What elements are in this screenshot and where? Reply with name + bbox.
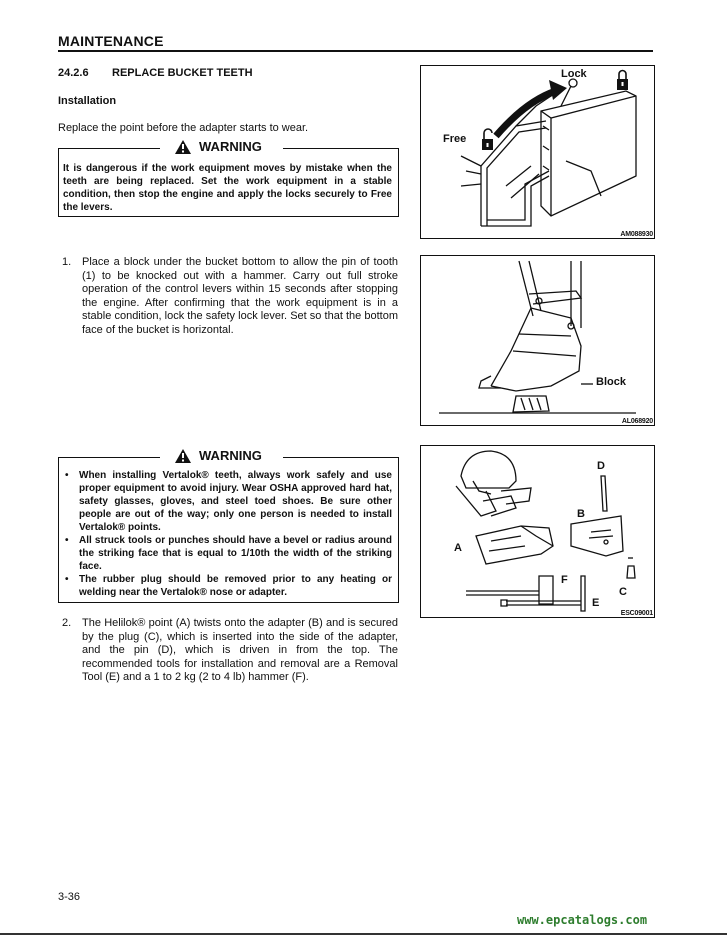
unlocked-padlock-icon — [482, 129, 493, 150]
step-text: Place a block under the bucket bottom to allow the pin of tooth (1) to be knocked out with a hammer. Carry out full stroke operation of the control levers within 15 seconds after stopping the engine. After confirming that the work equipment is in a stable condition, lock the safety lock lever. Set so that the bottom face of the bucket is horizontal. — [82, 256, 398, 336]
section-number: 24.2.6 — [58, 67, 89, 79]
step-2 — [62, 617, 398, 685]
lock-lever-illustration — [421, 66, 654, 238]
bucket-block-illustration — [421, 256, 654, 425]
label-f: F — [561, 574, 568, 586]
label-b: B — [577, 508, 585, 520]
label-a: A — [454, 542, 462, 554]
label-e: E — [592, 597, 600, 609]
figure-helilok-parts — [420, 445, 655, 618]
warning-item: • When installing Vertalok® teeth, always work safely and use proper equipment to avoid injury. Wear OSHA approved hard hat, safety glasses, gloves, and steel toed shoes. Be sure other people are out of the way; only one person is needed to install Vertalok® points. — [63, 469, 392, 534]
figure-code: ESC09001 — [620, 610, 653, 617]
free-label: Free — [443, 133, 467, 145]
warning-list — [63, 469, 392, 599]
step-number: 2. — [62, 617, 72, 629]
figure-code: AL068920 — [621, 418, 653, 425]
step-1 — [62, 256, 398, 337]
locked-padlock-icon — [617, 71, 628, 91]
section-title: REPLACE BUCKET TEETH — [112, 67, 253, 79]
warning-item: • All struck tools or punches should have a bevel or radius around the striking face that is equal to 1/10th the width of the striking face. — [63, 534, 392, 573]
warning-box-1 — [58, 139, 399, 217]
warning-triangle-icon — [175, 140, 191, 154]
figure-bucket-block — [420, 255, 655, 426]
warning-item: • The rubber plug should be removed prior to any heating or welding near the Vertalok® nose or adapter. — [63, 573, 392, 599]
label-c: C — [619, 586, 627, 598]
intro-paragraph: Replace the point before the adapter starts to wear. — [58, 122, 309, 134]
warning-label: WARNING — [175, 448, 262, 463]
warning-text: It is dangerous if the work equipment moves by mistake when the teeth are being replaced. Set the work equipment in a stable condition, then stop the engine and apply the locks securely to Free the levers. — [63, 163, 392, 213]
warning-box-2 — [58, 448, 399, 603]
block-label: Block — [596, 376, 626, 388]
step-text: The Helilok® point (A) twists onto the adapter (B) and is secured by the plug (C), which is inserted into the side of the adapter, and the pin (D), which is driven in from the top. The recommended tools for installation and removal are a Removal Tool (E) and a 1 to 2 kg (2 to 4 lb) hammer (F). — [82, 617, 398, 683]
header-divider — [58, 50, 653, 52]
figure-lock-lever — [420, 65, 655, 239]
section-heading — [58, 67, 253, 79]
footer-url[interactable]: www.epcatalogs.com — [517, 913, 648, 927]
footer-divider — [0, 933, 727, 935]
warning-label: WARNING — [175, 139, 262, 154]
lock-label: Lock — [561, 68, 587, 80]
subheading: Installation — [58, 95, 117, 107]
page-number: 3-36 — [58, 891, 81, 903]
label-d: D — [597, 460, 605, 472]
figure-code: AM088930 — [620, 231, 653, 238]
page-header-title: MAINTENANCE — [58, 33, 164, 49]
warning-triangle-icon — [175, 449, 191, 463]
step-number: 1. — [62, 256, 72, 268]
